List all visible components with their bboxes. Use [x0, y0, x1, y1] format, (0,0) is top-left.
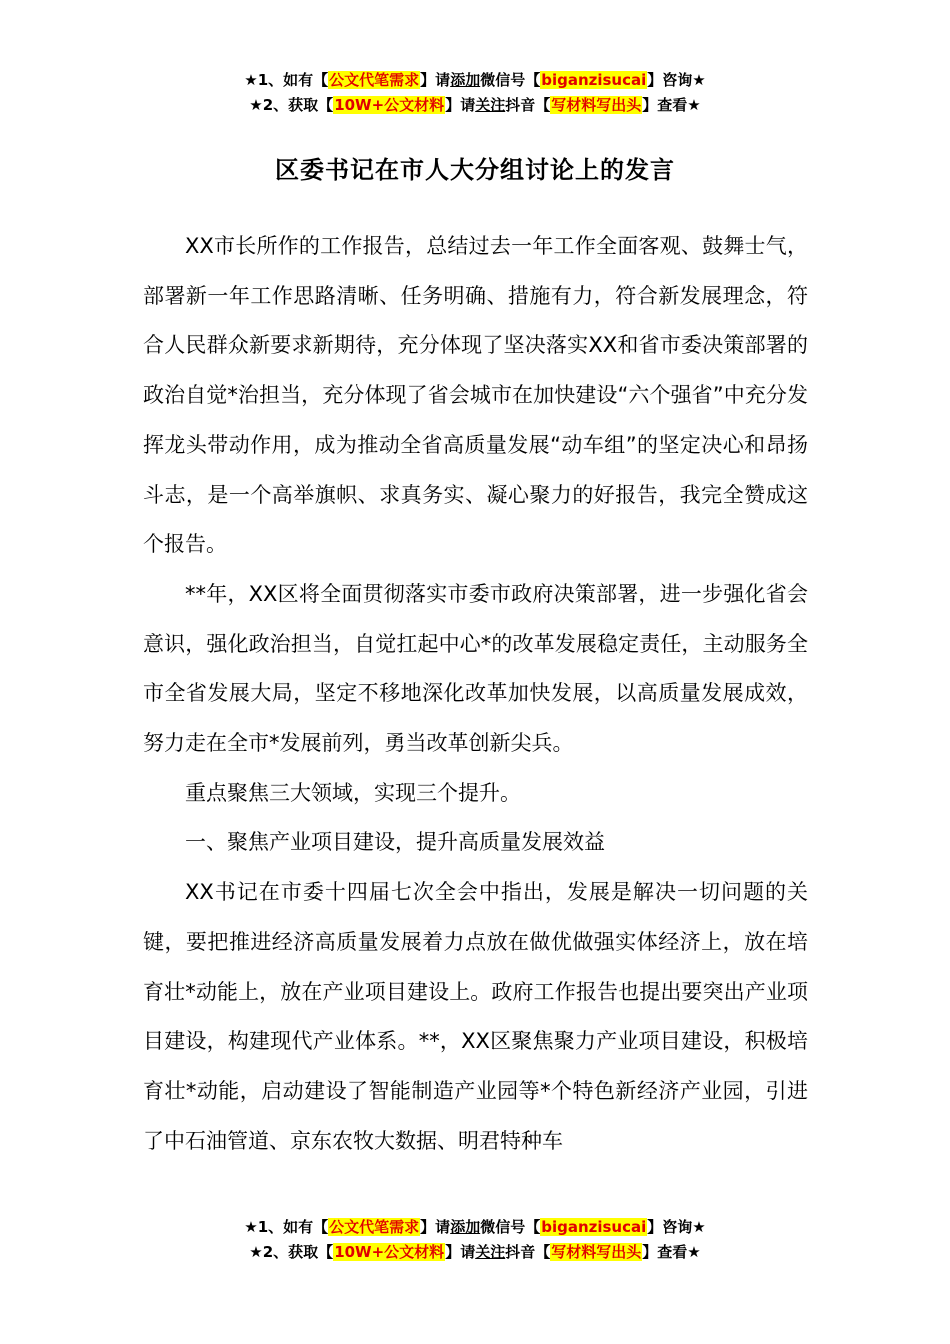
banner-text: 抖音【 [505, 1243, 551, 1261]
paragraph: XX市长所作的工作报告，总结过去一年工作全面客观、鼓舞士气，部署新一年工作思路清晰、任务明确、措施有力，符合新发展理念，符合人民群众新要求新期待，充分体现了坚决落实XX和省市委决策部署的政治自觉*治担当，充分体现了省会城市在加快建设“六个强省”中充分发挥龙头带动作用，成为推动全省高质量发展“动车组”的坚定决心和昂扬斗志，是一个高举旗帜、求真务实、凝心聚力的好报告，我完全赞成这个报告。 [143, 234, 808, 557]
highlight-text: 写材料写出头 [551, 1243, 642, 1261]
highlight-text: 写材料写出头 [551, 96, 642, 114]
paragraph: XX书记在市委十四届七次全会中指出，发展是解决一切问题的关键，要把推进经济高质量发展着力点放在做优做强实体经济上，放在培育壮*动能上，放在产业项目建设上。政府工作报告也提出要突出产业项目建设，构建现代产业体系。**，XX区聚焦聚力产业项目建设，积极培育壮*动能，启动建设了智能制造产业园等*个特色新经济产业园，引进了中石油管道、京东农牧大数据、明君特种车 [143, 880, 808, 1153]
banner-text: 微信号【 [480, 71, 541, 89]
banner-text: 】查看★ [642, 1243, 701, 1261]
banner-text: 】请 [420, 71, 451, 89]
header-banner [0, 68, 950, 118]
banner-text: 】咨询★ [647, 1218, 706, 1236]
banner-text: 抖音【 [505, 96, 551, 114]
banner-line-1 [0, 68, 950, 93]
footer-banner [0, 1215, 950, 1265]
underlined-text: 添加 [450, 71, 481, 89]
banner-line-1 [0, 1215, 950, 1240]
banner-text: 】请 [445, 96, 476, 114]
banner-text: 】请 [420, 1218, 451, 1236]
underlined-text: 添加 [450, 1218, 481, 1236]
banner-text: 】咨询★ [647, 71, 706, 89]
highlight-text: biganzisucai [541, 1218, 647, 1236]
banner-text: ★2、获取【 [249, 1243, 334, 1261]
highlight-text: 10W+公文材料 [334, 1243, 445, 1261]
banner-text: 】查看★ [642, 96, 701, 114]
section-heading: 一、聚焦产业项目建设，提升高质量发展效益 [185, 830, 605, 855]
banner-line-2 [0, 93, 950, 118]
banner-text: ★2、获取【 [249, 96, 334, 114]
underlined-text: 关注 [475, 96, 506, 114]
highlight-text: 10W+公文材料 [334, 96, 445, 114]
banner-text: ★1、如有【 [244, 71, 329, 89]
banner-text: 】请 [445, 1243, 476, 1261]
banner-text: ★1、如有【 [244, 1218, 329, 1236]
highlight-text: 公文代笔需求 [329, 1218, 420, 1236]
highlight-text: 公文代笔需求 [329, 71, 420, 89]
paragraph: 重点聚焦三大领域，实现三个提升。 [185, 780, 521, 805]
banner-line-2 [0, 1240, 950, 1265]
banner-text: 微信号【 [480, 1218, 541, 1236]
paragraph: **年，XX区将全面贯彻落实市委市政府决策部署，进一步强化省会意识，强化政治担当，自觉扛起中心*的改革发展稳定责任，主动服务全市全省发展大局，坚定不移地深化改革加快发展，以高质量发展成效，努力走在全市*发展前列，勇当改革创新尖兵。 [143, 581, 808, 756]
underlined-text: 关注 [475, 1243, 506, 1261]
document-title: 区委书记在市人大分组讨论上的发言 [275, 156, 675, 184]
highlight-text: biganzisucai [541, 71, 647, 89]
document-body [143, 222, 808, 1166]
